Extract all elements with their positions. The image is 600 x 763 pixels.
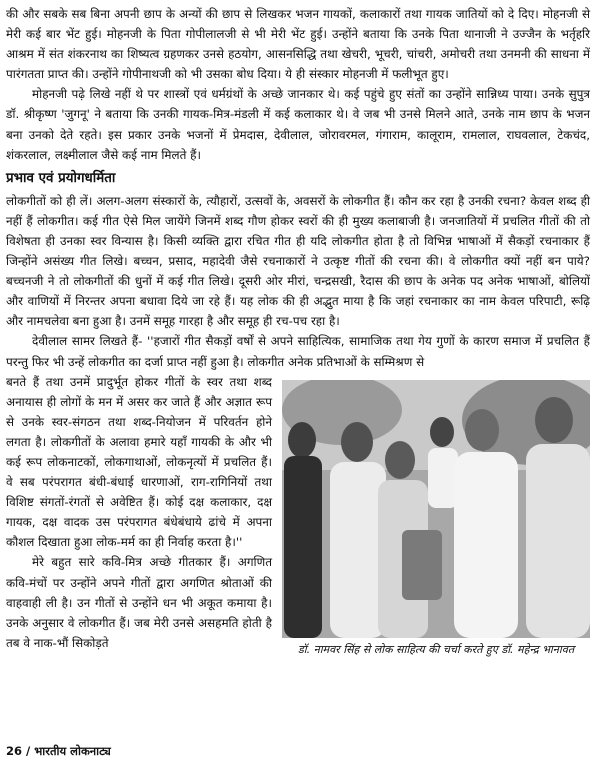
- paragraph-2: मोहनजी पढ़े लिखे नहीं थे पर शास्त्रों एवं धर्मग्रंथों के अच्छे जानकार थे। कई पहुंचे हुए संतों का उन्होंने सान्निध्य पाया। उनके सुपुत्र डॉ. श्रीकृष्ण 'जुगनू' ने बताया कि उनकी गायक-मित्र-मंडली में कई कलाकार थे। वे जब भी उनसे मिलने आते, उनके नाम छाप के भजन बना उनको देते रहते। इस प्रकार उनके भजनों में प्रेमदास, देवीलाल, जोरावरमल, गंगाराम, कालूराम, रामलाल, राघवलाल, टेकचंद, शंकरलाल, लक्ष्मीलाल जैसे कई नाम मिलते हैं।: [6, 87, 590, 162]
- page-footer: 26 / भारतीय लोकनाट्य: [6, 744, 111, 758]
- photo-illustration: [282, 380, 590, 638]
- photo-figure: [282, 380, 590, 680]
- wrapped-section: [6, 372, 590, 656]
- photo-caption: डॉ. नामवर सिंह से लोक साहित्य की चर्चा करते हुए डॉ. महेन्द्र भानावत: [297, 642, 575, 656]
- group-photo: [282, 380, 590, 638]
- paragraph-5: बनते हैं तथा उनमें प्रादुर्भूत होकर गीतों के स्वर तथा शब्द अनायास ही लोगों के मन में असर कर जाते हैं और अज्ञात रूप से उनके स्वर-संगठन तथा शब्द-नियोजन में परिवर्तन होने लगता है। लोकगीतों के अलावा हमारे यहाँ गायकी के और भी कई रूप लोकनाटकों, लोकगाथाओं, लोकनृत्यों में प्रचलित हैं। वे सब परंपरागत बंधी-बंधाई धारणाओं, राग-रागिनियों तथा विशिष्ट संगतों-रंगतों से अवेष्टित हैं। कोई दक्ष कलाकार, दक्ष गायक, दक्ष वादक उस परंपरागत बंधेबंधाये ढांचे में अपना कौशल दिखाता हुआ लोक-मर्म का ही निर्वाह करता है।'': [6, 374, 272, 550]
- paragraph-4: देवीलाल सामर लिखते हैं- ''हजारों गीत सैकड़ों वर्षों से अपने साहित्यिक, सामाजिक तथा गेय गुणों के कारण समाज में प्रचलित हैं परन्तु फिर भी उन्हें लोकगीत का दर्जा प्राप्त नहीं हुआ है। लोकगीत अनेक प्रतिभाओं के सम्मिश्रण से: [6, 334, 590, 369]
- paragraph-1: की और सबके सब बिना अपनी छाप के अन्यों की छाप से लिखकर भजन गायकों, कलाकारों तथा गायक जातियों को दे दिए। मोहनजी से मेरी कई बार भेंट हुई। मोहनजी के पिता गोपीलालजी से भी मेरी भेंट हुई। उन्होंने बताया कि उनके पिता थानाजी ने उज्जैन के भर्तृहरि आश्रम में संत शंकरनाथ का शिष्यत्व ग्रहणकर उनसे हठयोग, आसनसिद्धि तथा खेचरी, भूचरी, चांचरी, अमोचरी तथा उनमनी की साधना में पारंगतता प्राप्त की। उन्होंने गोपीनाथजी को भी उसका बोध दिया। ये ही संस्कार मोहनजी में फलीभूत हुए।: [6, 7, 590, 82]
- paragraph-6: मेरे बहुत सारे कवि-मित्र अच्छे गीतकार हैं। अगणित कवि-मंचों पर उन्होंने अपने गीतों द्वारा अगणित श्रोताओं की वाहवाही ली है। उन गीतों से उन्होंने धन भी अकूत कमाया है। उनके अनुसार वे लोकगीत हैं। जब मेरी उनसे असहमति होती है तब वे नाक-भौं सिकोड़ते: [6, 555, 272, 650]
- section-heading: प्रभाव एवं प्रयोगधर्मिता: [6, 170, 116, 186]
- paragraph-3: लोकगीतों को ही लें। अलग-अलग संस्कारों के, त्यौहारों, उत्सवों के, अवसरों के लोकगीत हैं। कौन कर रहा है उनकी रचना? केवल शब्द ही नहीं हैं लोकगीत। कई गीत ऐसे मिल जायेंगे जिनमें शब्द गौण होकर स्वरों की ही मुख्य कलाबाजी है। जनजातियों में प्रचलित गीतों की तो विशेषता ही उनका स्वर विन्यास है। किसी व्यक्ति द्वारा रचित गीत ही यदि लोकगीत होता है तो विभिन्न भाषाओं में सैकड़ों रचनाकार हैं जिन्होंने असंख्य गीत लिखे। बच्चन, प्रसाद, महादेवी जैसे रचनाकारों ने उत्कृष्ट गीतों की रचना की। वे लोकगीत क्यों नहीं बन पाये? बच्चनजी ने तो लोकगीतों की धुनों में कई गीत लिखे। दूसरी ओर मीरां, चन्द्रसखी, रैदास की छाप के अनेक पद अनेक भाषाओं, बोलियों और वाणियों में निरन्तर अपना बधावा दिये जा रहे हैं। यह लोक की ही अद्भुत माया है कि जहां रचनाकार का नाम केवल परिपाटी, रूढ़ि और नामचलेवा बना हुआ है। उनमें समूह गारहा है और समूह ही रच-पच रहा है।: [6, 193, 590, 329]
